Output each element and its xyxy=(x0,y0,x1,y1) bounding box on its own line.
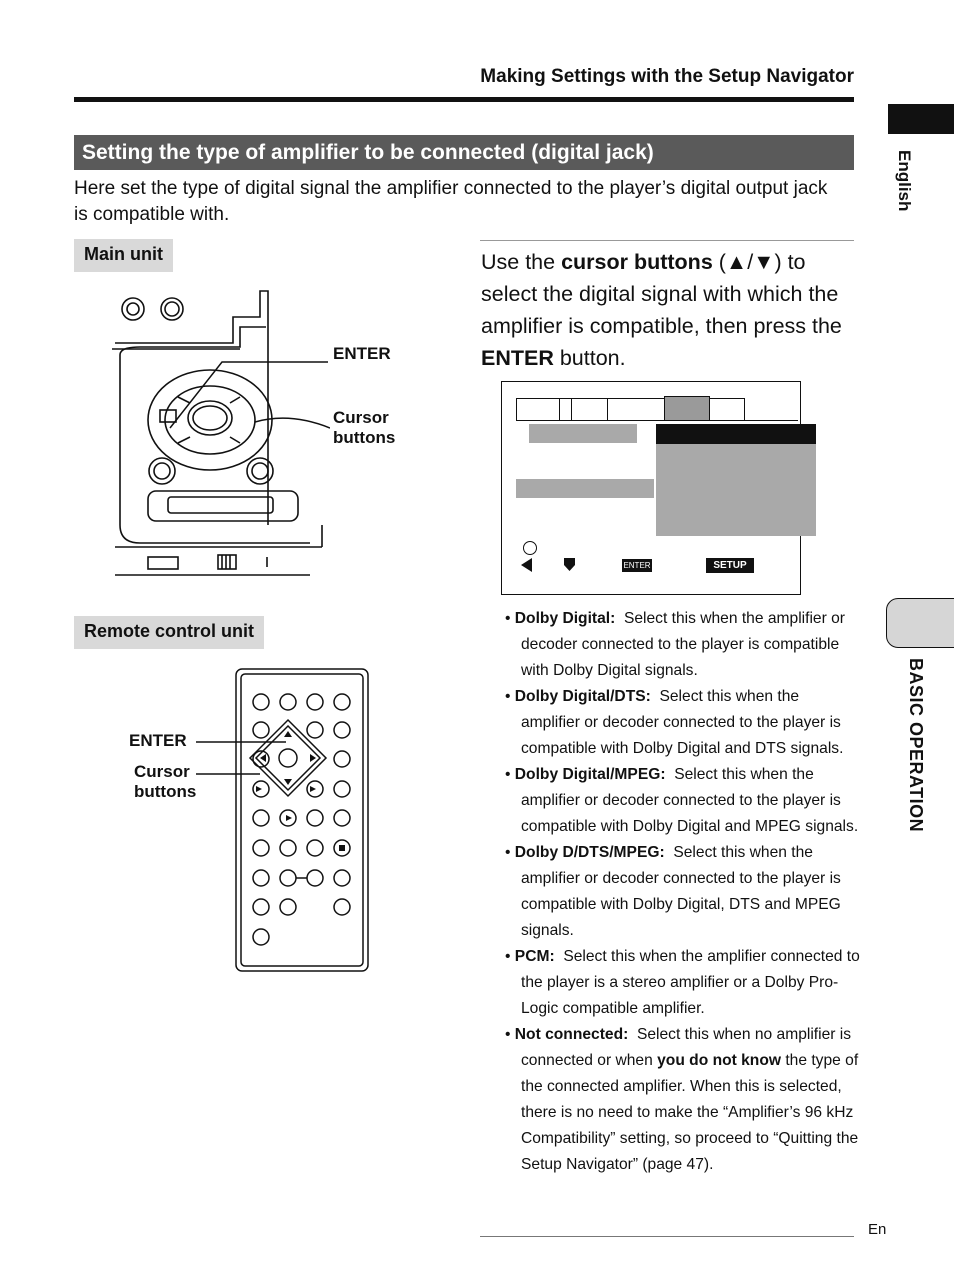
osd-enter-key: ENTER xyxy=(623,561,651,570)
osd-options-panel xyxy=(656,444,816,536)
osd-screen xyxy=(501,381,801,595)
osd-selected-option xyxy=(656,424,816,444)
step-text-3: button. xyxy=(553,346,626,370)
step-text-2: (▲/▼) to select the digital signal with which the amplifier is compatible, then press the xyxy=(481,250,842,338)
remote-cursor-label-2: buttons xyxy=(134,782,197,801)
bottom-rule xyxy=(480,1236,854,1237)
main-unit-label: Main unit xyxy=(74,239,173,272)
main-enter-label: ENTER xyxy=(333,344,391,363)
osd-return-icon xyxy=(523,541,537,555)
osd-tab-divider xyxy=(571,398,572,420)
remote-cursor-label-1: Cursor xyxy=(134,762,190,781)
page-marker: En xyxy=(868,1221,887,1238)
main-cursor-label-2: buttons xyxy=(333,428,396,447)
osd-active-tab xyxy=(664,396,710,420)
running-header: Making Settings with the Setup Navigator xyxy=(480,66,854,87)
side-language-label: English xyxy=(895,150,914,212)
section-intro: Here set the type of digital signal the amplifier connected to the player’s digital output jack is compatible with. xyxy=(74,178,828,225)
option-not-connected: • Not connected: Select this when no amplifier is connected or when you do not know the type of the connected amplifier. When this is selected, there is no need to make the “Amplifier’s 96 kHz Compatibility” setting, so proceed to “Quitting the Setup Navigator” (page 47). xyxy=(505,1026,859,1173)
osd-tab-divider xyxy=(607,398,608,420)
step-rule xyxy=(480,240,854,241)
osd-left-arrow-icon xyxy=(520,558,534,572)
side-section-tab xyxy=(886,598,954,648)
option-dolby-d-dts-mpeg: • Dolby D/DTS/MPEG: Select this when the amplifier or decoder connected to the player is compatible with Dolby Digital, DTS and MPEG signals. xyxy=(505,844,841,939)
option-dolby-digital-mpeg: • Dolby Digital/MPEG: Select this when the amplifier or decoder connected to the player is compatible with Dolby Digital and MPEG signals. xyxy=(505,766,859,835)
step-text-1: Use the xyxy=(481,250,562,274)
osd-setup-key: SETUP xyxy=(706,558,754,573)
main-unit-callout-lines xyxy=(160,350,330,450)
step-instruction xyxy=(481,246,856,374)
remote-unit-label: Remote control unit xyxy=(74,616,264,649)
remote-enter-label: ENTER xyxy=(129,731,187,750)
step-bold-cursor: cursor buttons xyxy=(561,250,713,274)
option-dolby-digital: • Dolby Digital: Select this when the amplifier or decoder connected to the player is compatible with Dolby Digital signals. xyxy=(505,610,845,679)
osd-tab-row xyxy=(516,398,745,421)
main-cursor-label-1: Cursor xyxy=(333,408,389,427)
remote-illustration xyxy=(234,667,370,975)
osd-tab-divider xyxy=(559,398,560,420)
remote-callout-lines xyxy=(196,730,296,780)
header-rule xyxy=(74,97,854,102)
option-list xyxy=(505,606,860,1178)
option-dolby-digital-dts: • Dolby Digital/DTS: Select this when the amplifier or decoder connected to the player is compatible with Dolby Digital and DTS signals. xyxy=(505,688,844,757)
osd-tab-baseline xyxy=(516,420,798,421)
osd-menu-item xyxy=(529,424,637,443)
side-section-label: BASIC OPERATION xyxy=(906,658,926,833)
option-pcm: • PCM: Select this when the amplifier connected to the player is a stereo amplifier or a Dolby Pro-Logic compatible amplifier. xyxy=(505,948,860,1017)
osd-menu-item xyxy=(516,479,654,498)
side-tab-marker xyxy=(888,104,954,134)
osd-down-arrow-icon xyxy=(563,558,576,571)
step-bold-enter: ENTER xyxy=(481,346,554,370)
section-title: Setting the type of amplifier to be connected (digital jack) xyxy=(74,135,854,170)
